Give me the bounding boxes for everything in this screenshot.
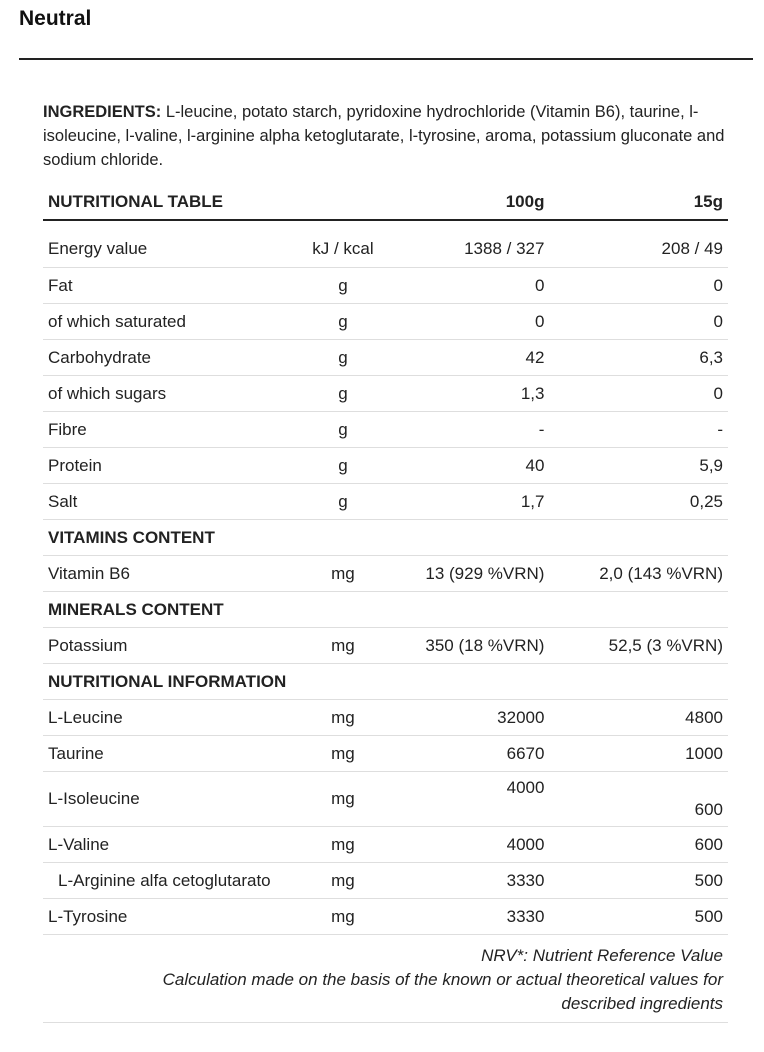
- row-unit: g: [338, 419, 348, 439]
- row-per100: 0: [534, 275, 545, 295]
- row-per100: 4000: [506, 834, 545, 854]
- row-per15: 500: [694, 906, 723, 926]
- nutritional-information-heading: NUTRITIONAL INFORMATION: [48, 671, 287, 691]
- row-name: Fibre: [48, 419, 87, 439]
- section-row-vitamins: [43, 520, 728, 556]
- row-per15: 208 / 49: [661, 239, 723, 258]
- row-per15: 0,25: [689, 491, 723, 511]
- row-per100: 350 (18 %VRN): [425, 635, 545, 655]
- row-name: L-Arginine alfa cetoglutarato: [58, 870, 271, 890]
- table-row: [43, 220, 728, 268]
- footnote-calculation: Calculation made on the basis of the known or actual theoretical values for: [162, 970, 723, 989]
- row-per100: 1,3: [520, 383, 545, 403]
- section-row-minerals: [43, 592, 728, 628]
- row-per100: 3330: [506, 870, 545, 890]
- row-name: Potassium: [48, 635, 128, 655]
- header-unit: [305, 184, 380, 220]
- table-row: [43, 899, 728, 935]
- row-per100: -: [538, 419, 545, 439]
- row-name: Salt: [48, 491, 78, 511]
- row-unit: mg: [331, 834, 355, 854]
- row-unit: mg: [331, 789, 355, 808]
- row-per15: 52,5 (3 %VRN): [608, 635, 723, 655]
- table-row: [43, 827, 728, 863]
- table-row: [43, 268, 728, 304]
- ingredients-text: L-leucine, potato starch, pyridoxine hydrochloride (Vitamin B6), taurine, l-isoleucine, l-valine, l-arginine alpha ketoglutarate, l-tyrosine, aroma, potassium gluconate and sodium chloride.: [43, 103, 725, 169]
- row-per15: 2,0 (143 %VRN): [599, 563, 723, 583]
- row-unit: mg: [331, 743, 355, 763]
- row-name: L-Tyrosine: [48, 906, 128, 926]
- table-row: [43, 556, 728, 592]
- row-per15: 5,9: [699, 455, 723, 475]
- title-divider: [19, 58, 753, 60]
- page-title: Neutral: [19, 7, 92, 30]
- row-unit: kJ / kcal: [312, 239, 374, 258]
- table-row: [43, 340, 728, 376]
- row-unit: mg: [331, 870, 355, 890]
- row-per100: 1,7: [520, 491, 545, 511]
- table-row: [43, 484, 728, 520]
- table-row: [43, 628, 728, 664]
- row-per15: 1000: [685, 743, 723, 763]
- footnote-nrv: NRV*: Nutrient Reference Value: [481, 946, 723, 965]
- footer-divider: [43, 1022, 728, 1023]
- row-per15: 500: [694, 870, 723, 890]
- table-row: [43, 772, 728, 827]
- row-name: of which sugars: [48, 383, 167, 403]
- row-unit: mg: [331, 707, 355, 727]
- ingredients-label: INGREDIENTS:: [43, 103, 162, 121]
- minerals-heading: MINERALS CONTENT: [48, 599, 224, 619]
- footnote-ingredients: described ingredients: [561, 994, 723, 1013]
- row-name: Vitamin B6: [48, 563, 130, 583]
- row-name: Fat: [48, 275, 73, 295]
- header-100g: 100g: [381, 184, 550, 220]
- header-nutritional-table: NUTRITIONAL TABLE: [43, 184, 305, 220]
- row-per15: 4800: [685, 707, 723, 727]
- row-unit: g: [338, 347, 348, 367]
- row-name: L-Valine: [48, 834, 110, 854]
- nutrition-table: [43, 184, 728, 935]
- row-per15: 0: [713, 383, 723, 403]
- row-per100: 40: [525, 455, 545, 475]
- row-name: L-Isoleucine: [48, 789, 140, 808]
- row-name: Protein: [48, 455, 102, 475]
- row-per100: 13 (929 %VRN): [425, 563, 545, 583]
- row-unit: mg: [331, 563, 355, 583]
- table-row: [43, 863, 728, 899]
- ingredients-paragraph: [43, 100, 733, 172]
- row-name: L-Leucine: [48, 707, 123, 727]
- row-per100: 3330: [506, 906, 545, 926]
- footnote: [43, 944, 723, 1016]
- row-name: Taurine: [48, 743, 104, 763]
- row-per100: 0: [534, 311, 545, 331]
- table-row: [43, 448, 728, 484]
- row-name: Energy value: [48, 239, 148, 258]
- row-per15: -: [717, 419, 723, 439]
- row-per15: 6,3: [699, 347, 723, 367]
- table-row: [43, 412, 728, 448]
- table-row: [43, 736, 728, 772]
- table-row: [43, 304, 728, 340]
- table-row: [43, 700, 728, 736]
- row-name: Carbohydrate: [48, 347, 152, 367]
- vitamins-heading: VITAMINS CONTENT: [48, 527, 215, 547]
- row-per15: 600: [694, 800, 723, 819]
- row-unit: mg: [331, 906, 355, 926]
- row-per100: 42: [525, 347, 545, 367]
- row-per100: 1388 / 327: [464, 239, 545, 258]
- row-per100: 32000: [497, 707, 545, 727]
- row-unit: g: [338, 275, 348, 295]
- row-per100: 4000: [506, 778, 545, 797]
- row-name: of which saturated: [48, 311, 186, 331]
- row-per100: 6670: [506, 743, 545, 763]
- table-row: [43, 376, 728, 412]
- row-per15: 600: [694, 834, 723, 854]
- header-15g: 15g: [549, 184, 728, 220]
- row-unit: g: [338, 311, 348, 331]
- row-unit: mg: [331, 635, 355, 655]
- table-header-row: [43, 184, 728, 220]
- row-per15: 0: [713, 311, 723, 331]
- row-per15: 0: [713, 275, 723, 295]
- row-unit: g: [338, 491, 348, 511]
- row-unit: g: [338, 455, 348, 475]
- row-unit: g: [338, 383, 348, 403]
- section-row-nutritional-information: [43, 664, 728, 700]
